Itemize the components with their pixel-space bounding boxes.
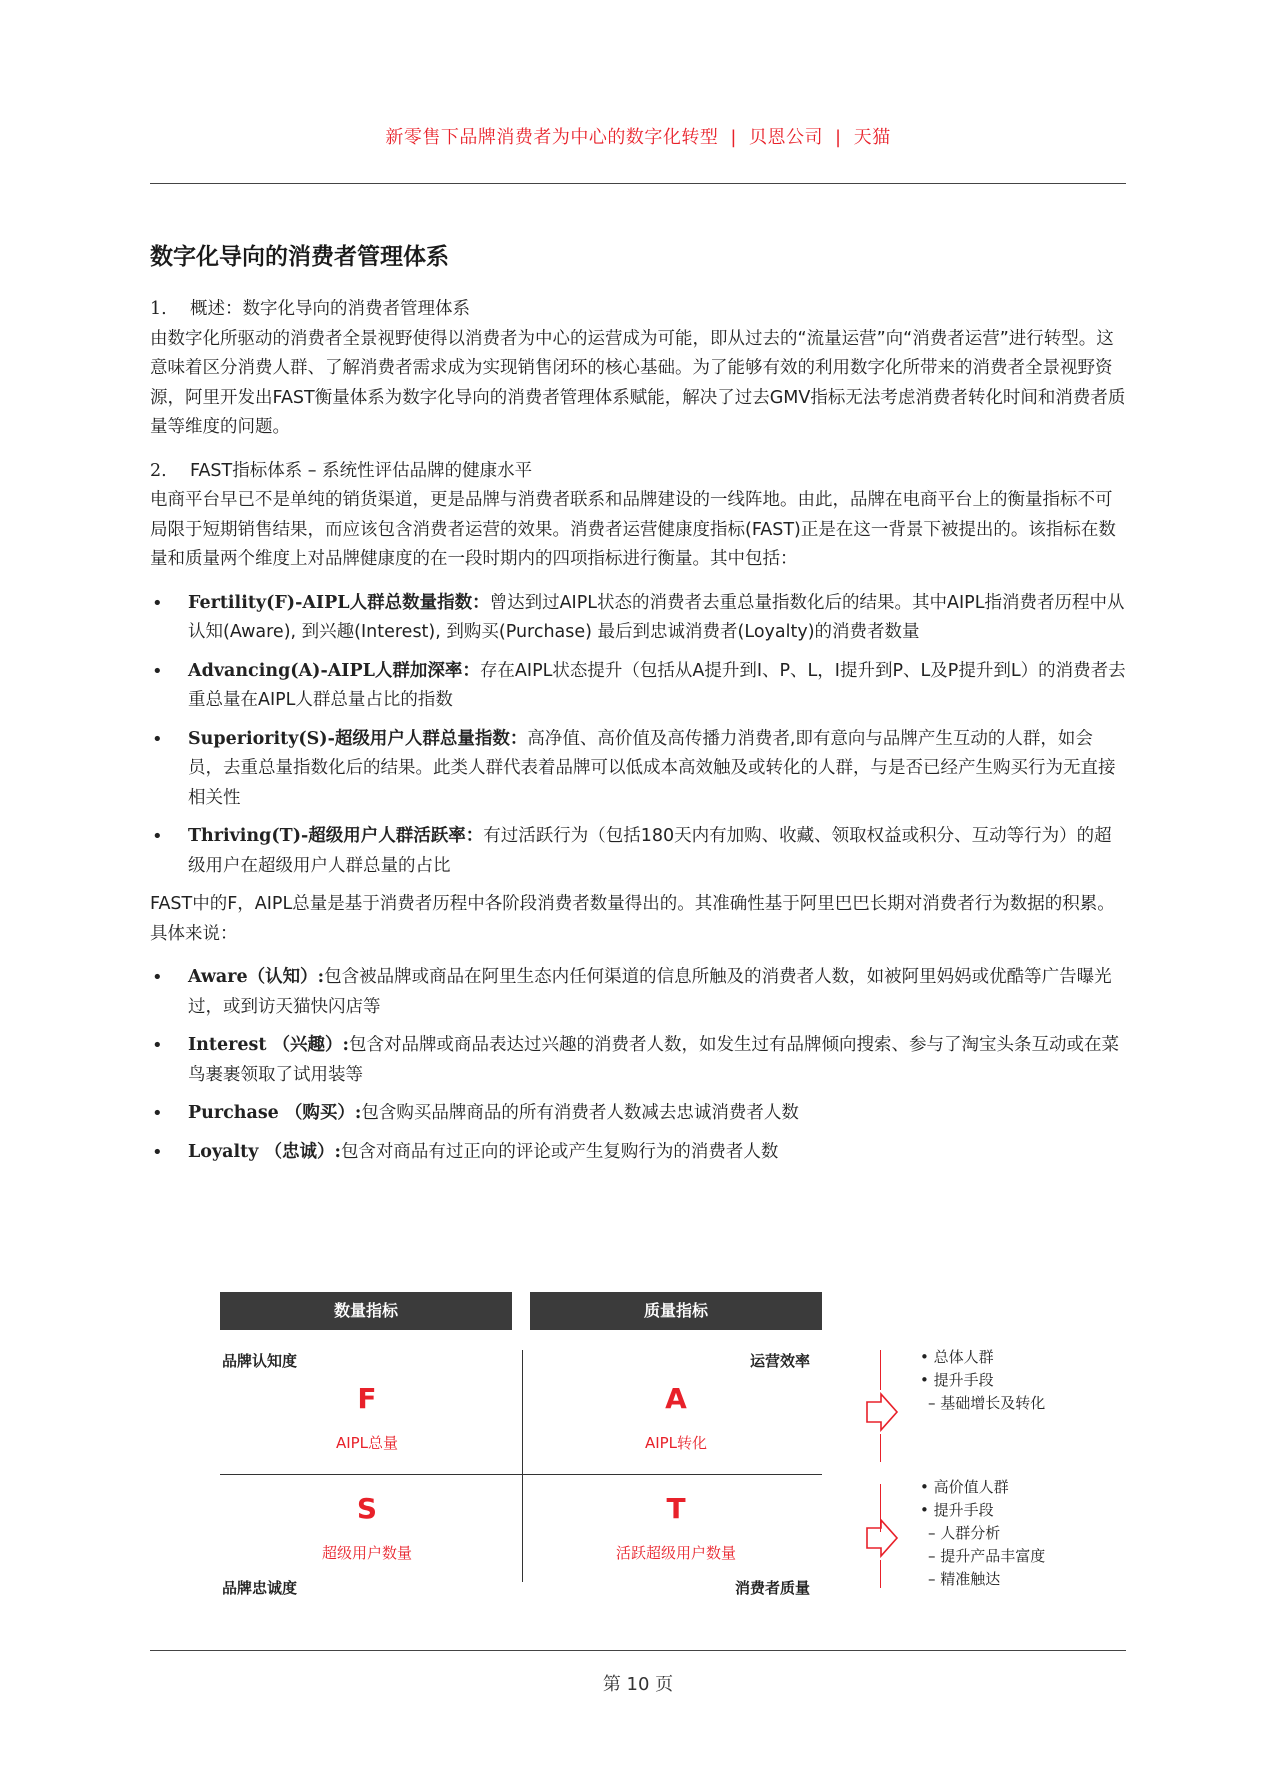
matrix-vertical-divider [522, 1350, 523, 1582]
aipl-list [150, 963, 1126, 1167]
list-item: • Advancing(A)-AIPL人群加深率：存在AIPL状态提升（包括从A提升到I、P、L，I提升到P、L及P提升到L）的消费者去重总量在AIPL人群总量占比的指数 [150, 657, 1126, 716]
list-item: • Interest （兴趣）:包含对品牌或商品表达过兴趣的消费者人数，如发生过有品牌倾向搜索、参与了淘宝头条互动或在菜鸟裹裹领取了试用装等 [150, 1031, 1126, 1090]
header-report-title: 新零售下品牌消费者为中心的数字化转型 [385, 127, 719, 148]
brand-awareness-label: 品牌认知度 [222, 1352, 298, 1370]
fast-metrics-list [150, 589, 1126, 882]
header-rule [150, 183, 1126, 184]
bottom-bracket-lower [880, 1560, 881, 1588]
quadrant-s-label: 超级用户数量 [321, 1544, 412, 1562]
list-item: • Fertility(F)-AIPL人群总数量指数：曾达到过AIPL状态的消费者去重总量指数化后的结果。其中AIPL指消费者历程中从认知(Aware), 到兴趣(Interest), 到购买(Purchase) 最后到忠诚消费者(Loyalty)的消费者数量 [150, 589, 1126, 648]
top-bracket-lower [880, 1434, 881, 1462]
quadrant-f-letter: F [357, 1382, 377, 1415]
aipl-intro-paragraph: FAST中的F，AIPL总量是基于消费者历程中各阶段消费者数量得出的。其准确性基于阿里巴巴长期对消费者行为数据的积累。具体来说： [150, 894, 1115, 944]
quadrant-a-label: AIPL转化 [644, 1434, 708, 1452]
top-bracket-upper [880, 1350, 881, 1390]
section2-paragraph: 电商平台早已不是单纯的销货渠道，更是品牌与消费者联系和品牌建设的一线阵地。由此，品牌在电商平台上的衡量指标不可局限于短期销售结果，而应该包含消费者运营的效果。消费者运营健康度指标(FAST)正是在这一背景下被提出的。该指标在数量和质量两个维度上对品牌健康度的在一段时期内的四项指标进行衡量。其中包括： [150, 490, 1116, 569]
right-arrow-icon [865, 1392, 899, 1432]
list-item: • Aware（认知）:包含被品牌或商品在阿里生态内任何渠道的信息所触及的消费者人数，如被阿里妈妈或优酷等广告曝光过，或到访天猫快闪店等 [150, 963, 1126, 1022]
header-separator: | [730, 127, 737, 148]
page-number: 第 10 页 [602, 1674, 674, 1695]
list-item: • Superiority(S)-超级用户人群总量指数：高净值、高价值及高传播力消费者,即有意向与品牌产生互动的人群，如会员，去重总量指数化后的结果。此类人群代表着品牌可以低成本高效触及或转化的人群，与是否已经产生购买行为无直接相关性 [150, 725, 1126, 814]
quadrant-t-label: 活跃超级用户数量 [615, 1544, 736, 1562]
section2-heading: 2. FAST指标体系 – 系统性评估品牌的健康水平 [150, 460, 533, 481]
fast-matrix-diagram [220, 1292, 1080, 1597]
header-separator: | [835, 127, 842, 148]
running-header [150, 123, 1126, 149]
operation-efficiency-label: 运营效率 [750, 1352, 811, 1370]
right-arrow-icon [865, 1518, 899, 1558]
side-notes-top: • 总体人群 • 提升手段 – 基础增长及转化 [920, 1348, 1046, 1412]
consumer-quality-label: 消费者质量 [735, 1579, 811, 1597]
side-notes-bottom: • 高价值人群 • 提升手段 – 人群分析 – 提升产品丰富度 – 精准触达 [920, 1478, 1046, 1588]
header-bain: 贝恩公司 [749, 127, 823, 148]
quality-metrics-header: 质量指标 [530, 1292, 822, 1330]
header-tmall: 天猫 [853, 127, 891, 148]
section1-heading: 1. 概述：数字化导向的消费者管理体系 [150, 299, 470, 319]
list-item: • Loyalty （忠诚）:包含对商品有过正向的评论或产生复购行为的消费者人数 [150, 1138, 1126, 1168]
quadrant-f-label: AIPL总量 [335, 1434, 399, 1452]
main-content [150, 295, 1126, 1176]
quadrant-s-letter: S [356, 1492, 378, 1525]
page-title: 数字化导向的消费者管理体系 [150, 244, 449, 270]
list-item: • Purchase （购买）:包含购买品牌商品的所有消费者人数减去忠诚消费者人数 [150, 1099, 1126, 1129]
footer-rule [150, 1650, 1126, 1651]
quantity-metrics-header: 数量指标 [220, 1292, 512, 1330]
section1-paragraph: 由数字化所驱动的消费者全景视野使得以消费者为中心的运营成为可能，即从过去的“流量运营”向“消费者运营”进行转型。这意味着区分消费人群、了解消费者需求成为实现销售闭环的核心基础。为了能够有效的利用数字化所带来的消费者全景视野资源，阿里开发出FAST衡量体系为数字化导向的消费者管理体系赋能，解决了过去GMV指标无法考虑消费者转化时间和消费者质量等维度的问题。 [150, 328, 1126, 437]
list-item: • Thriving(T)-超级用户人群活跃率：有过活跃行为（包括180天内有加购、收藏、领取权益或积分、互动等行为）的超级用户在超级用户人群总量的占比 [150, 822, 1126, 881]
matrix-horizontal-divider [220, 1474, 822, 1475]
brand-loyalty-label: 品牌忠诚度 [222, 1579, 298, 1597]
quadrant-t-letter: T [666, 1492, 686, 1525]
quadrant-a-letter: A [665, 1382, 687, 1415]
